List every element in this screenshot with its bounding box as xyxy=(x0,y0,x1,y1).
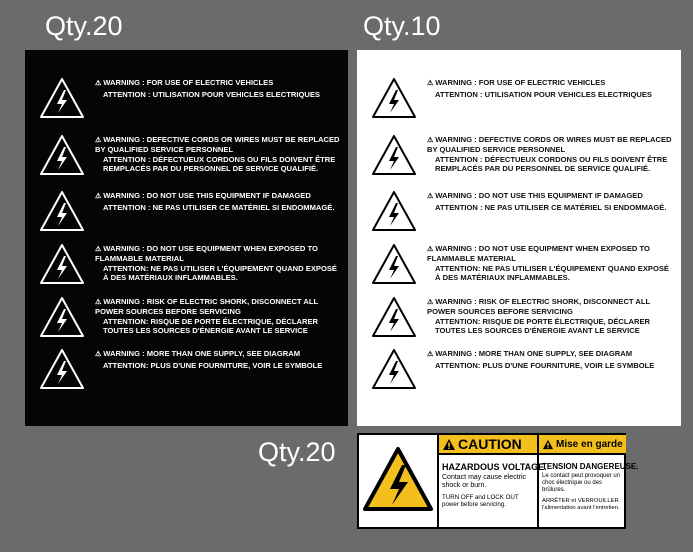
attention-label: ATTENTION : UTILISATION POUR VEHICLES ELECTRIQUES xyxy=(103,89,320,99)
warning-label: WARNING : DO NOT USE THIS EQUIPMENT IF DAMAGED xyxy=(103,191,311,200)
warning-text-block xyxy=(95,79,342,99)
warning-row xyxy=(25,188,348,248)
tension-instruction: ARRÊTER et VERROUILLER l'alimentation avant l'entretien. xyxy=(542,498,620,511)
electric-hazard-triangle-icon xyxy=(371,190,417,232)
attention-label: ATTENTION: PLUS D'UNE FOURNITURE, VOIR LE SYMBOLE xyxy=(435,360,655,370)
warning-line xyxy=(95,298,342,316)
electric-hazard-triangle-icon xyxy=(39,243,85,285)
warning-row xyxy=(25,75,348,135)
warning-text-block xyxy=(427,192,675,212)
warning-line xyxy=(95,192,342,202)
warning-label: WARNING : DEFECTIVE CORDS OR WIRES MUST BE REPLACED BY QUALIFIED SERVICE PERSONNEL xyxy=(427,135,672,154)
attention-label: ATTENTION: NE PAS UTILISER L'ÉQUIPEMENT QUAND EXPOSÉ À DES MATÉRIAUX INFLAMMABLES. xyxy=(435,264,669,282)
warning-sheet-white xyxy=(357,50,681,426)
alert-triangle-icon: ⚠ xyxy=(95,299,102,306)
warning-line xyxy=(95,350,342,360)
attention-label: ATTENTION: RISQUE DE PORTE ÉLECTRIQUE, DÉCLARER TOUTES LES SOURCES D'ÉNERGIE AVANT LE SERVICE xyxy=(435,317,651,335)
alert-triangle-icon: ⚠ xyxy=(95,80,102,87)
electric-hazard-triangle-icon xyxy=(371,348,417,390)
warning-label: WARNING : RISK OF ELECTRIC SHORK, DISCONNECT ALL POWER SOURCES BEFORE SERVICING xyxy=(427,297,651,316)
alert-triangle-icon: ⚠ xyxy=(427,351,434,358)
alert-triangle-icon: ⚠ xyxy=(427,299,434,306)
alert-triangle-icon: ⚠ xyxy=(427,246,434,253)
mise-en-garde-text: Mise en garde xyxy=(556,438,623,450)
electric-hazard-triangle-icon xyxy=(39,190,85,232)
warning-row xyxy=(25,294,348,354)
warning-text-block xyxy=(427,79,675,99)
warning-text-block xyxy=(95,298,342,335)
warning-line xyxy=(427,245,675,263)
electric-hazard-triangle-icon xyxy=(39,134,85,176)
warning-line xyxy=(427,192,675,202)
warning-row xyxy=(25,346,348,406)
alert-triangle-icon: ⚠ xyxy=(95,137,102,144)
warning-row xyxy=(357,294,681,354)
warning-line xyxy=(427,79,675,89)
caution-symbol-panel xyxy=(359,435,437,527)
alert-triangle-icon xyxy=(542,439,554,450)
attention-label: ATTENTION : NE PAS UTILISER CE MATÉRIEL SI ENDOMMAGÉ. xyxy=(103,202,335,212)
caution-body: Contact may cause electric shock or burn. xyxy=(442,474,527,489)
warning-label: WARNING : DO NOT USE EQUIPMENT WHEN EXPOSED TO FLAMMABLE MATERIAL xyxy=(427,244,650,263)
caution-label xyxy=(357,433,639,529)
warning-label: WARNING : DEFECTIVE CORDS OR WIRES MUST BE REPLACED BY QUALIFIED SERVICE PERSONNEL xyxy=(95,135,340,154)
warning-sheet-black xyxy=(25,50,348,426)
caution-header xyxy=(439,435,538,455)
electric-hazard-triangle-icon xyxy=(359,435,437,527)
caution-french-panel xyxy=(537,435,639,527)
warning-line xyxy=(95,245,342,263)
alert-triangle-icon: ⚠ xyxy=(95,246,102,253)
warning-row xyxy=(25,132,348,192)
mise-en-garde-header xyxy=(539,435,626,455)
electric-hazard-triangle-icon xyxy=(39,348,85,390)
warning-text-block xyxy=(95,245,342,282)
warning-row xyxy=(357,188,681,248)
alert-triangle-icon: ⚠ xyxy=(427,193,434,200)
electric-hazard-triangle-icon xyxy=(39,77,85,119)
warning-text-block xyxy=(427,245,675,282)
warning-row xyxy=(357,346,681,406)
attention-label: ATTENTION : NE PAS UTILISER CE MATÉRIEL SI ENDOMMAGÉ. xyxy=(435,202,667,212)
caution-title: HAZARDOUS VOLTAGE. xyxy=(442,462,547,472)
qty-heading-label: Qty.20 xyxy=(258,437,336,467)
qty-heading-black: Qty.20 xyxy=(45,11,123,41)
warning-row xyxy=(357,241,681,301)
alert-triangle-icon: ⚠ xyxy=(427,137,434,144)
warning-label: WARNING : DO NOT USE EQUIPMENT WHEN EXPOSED TO FLAMMABLE MATERIAL xyxy=(95,244,318,263)
attention-label: ATTENTION : UTILISATION POUR VEHICLES ELECTRIQUES xyxy=(435,89,652,99)
tension-title: TENSION DANGEREUSE. xyxy=(542,462,639,471)
warning-label: WARNING : MORE THAN ONE SUPPLY, SEE DIAGRAM xyxy=(435,349,633,358)
attention-label: ATTENTION : DÉFECTUEUX CORDONS OU FILS DOIVENT ÊTRE REMPLACÉS PAR DU PERSONNEL DE SERVICE QUALIFIÉ. xyxy=(103,155,336,173)
warning-text-block xyxy=(95,192,342,212)
warning-label: WARNING : DO NOT USE THIS EQUIPMENT IF DAMAGED xyxy=(435,191,643,200)
alert-triangle-icon: ⚠ xyxy=(95,351,102,358)
qty-heading-white: Qty.10 xyxy=(363,11,441,41)
attention-label: ATTENTION : DÉFECTUEUX CORDONS OU FILS DOIVENT ÊTRE REMPLACÉS PAR DU PERSONNEL DE SERVICE QUALIFIÉ. xyxy=(435,155,668,173)
warning-label: WARNING : FOR USE OF ELECTRIC VEHICLES xyxy=(103,78,274,87)
electric-hazard-triangle-icon xyxy=(371,77,417,119)
electric-hazard-triangle-icon xyxy=(371,243,417,285)
warning-text-block xyxy=(427,350,675,370)
warning-line xyxy=(427,136,675,154)
warning-text-block xyxy=(95,350,342,370)
warning-text-block xyxy=(95,136,342,173)
warning-row xyxy=(357,75,681,135)
warning-line xyxy=(427,298,675,316)
warning-row xyxy=(357,132,681,192)
electric-hazard-triangle-icon xyxy=(371,296,417,338)
tension-body: Le contact peut provoquer un choc électrique ou des brûlures. xyxy=(542,473,621,493)
warning-text-block xyxy=(427,298,675,335)
warning-line xyxy=(95,136,342,154)
warning-text-block xyxy=(427,136,675,173)
caution-instruction: TURN OFF and LOCK OUT power before servicing. xyxy=(442,494,519,508)
alert-triangle-icon: ⚠ xyxy=(95,193,102,200)
attention-label: ATTENTION: NE PAS UTILISER L'ÉQUIPEMENT QUAND EXPOSÉ À DES MATÉRIAUX INFLAMMABLES. xyxy=(103,264,337,282)
alert-triangle-icon xyxy=(442,438,456,451)
caution-header-text: CAUTION xyxy=(458,436,522,452)
warning-label: WARNING : MORE THAN ONE SUPPLY, SEE DIAGRAM xyxy=(103,349,301,358)
alert-triangle-icon: ⚠ xyxy=(427,80,434,87)
attention-label: ATTENTION: PLUS D'UNE FOURNITURE, VOIR LE SYMBOLE xyxy=(103,360,323,370)
warning-label: WARNING : FOR USE OF ELECTRIC VEHICLES xyxy=(435,78,606,87)
electric-hazard-triangle-icon xyxy=(371,134,417,176)
electric-hazard-triangle-icon xyxy=(39,296,85,338)
attention-label: ATTENTION: RISQUE DE PORTE ÉLECTRIQUE, DÉCLARER TOUTES LES SOURCES D'ÉNERGIE AVANT LE SERVICE xyxy=(103,317,319,335)
warning-label: WARNING : RISK OF ELECTRIC SHORK, DISCONNECT ALL POWER SOURCES BEFORE SERVICING xyxy=(95,297,319,316)
caution-english-panel xyxy=(437,435,547,527)
warning-line xyxy=(95,79,342,89)
warning-line xyxy=(427,350,675,360)
warning-row xyxy=(25,241,348,301)
